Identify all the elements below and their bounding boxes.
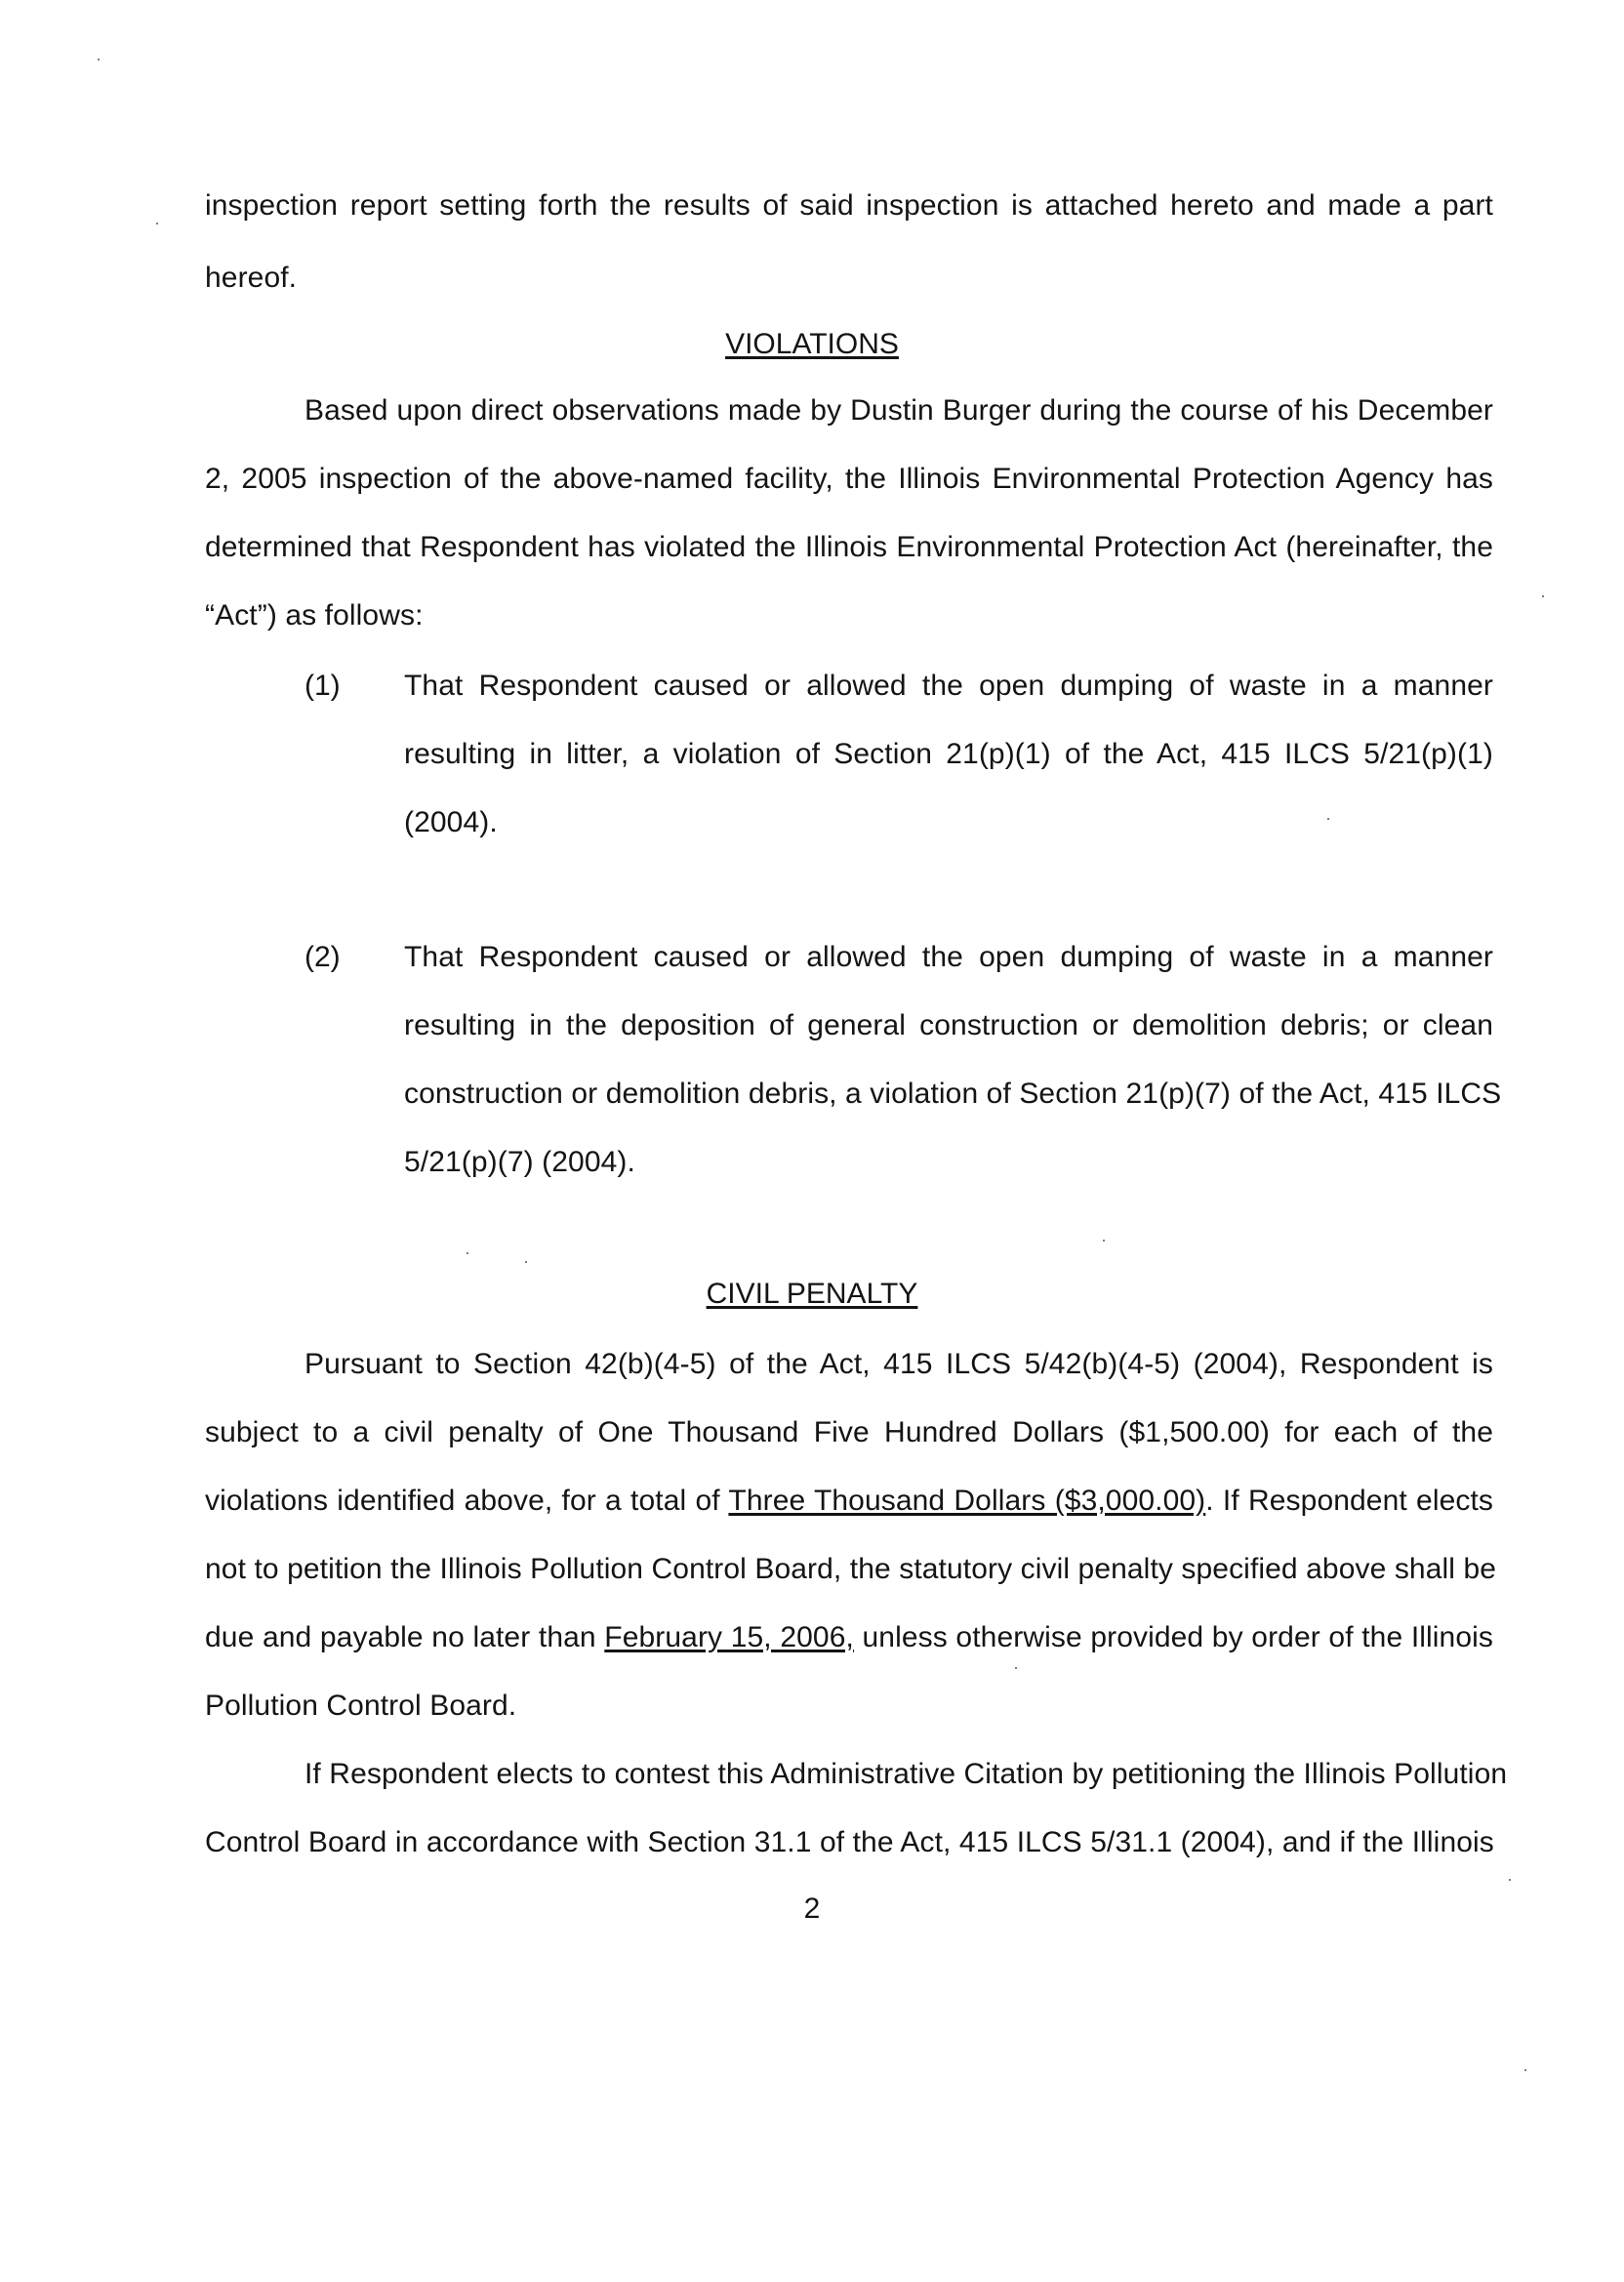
scan-speck [1103,1240,1105,1242]
violation-item-2-line-2: resulting in the deposition of general construction or demolition debris; or clean [404,1009,1493,1041]
payment-due-date: February 15, 2006, [604,1621,854,1653]
violation-item-1-line-3: (2004). [404,806,498,838]
civil-penalty-line-3-post: . If Respondent elects [1205,1485,1493,1517]
scan-speck [1327,818,1329,820]
violations-line-4: “Act”) as follows: [205,599,424,632]
scan-speck [156,223,158,224]
scan-speck [525,1261,527,1263]
civil-penalty-line-4: not to petition the Illinois Pollution Control Board, the statutory civil penalty specified above shall be [205,1553,1497,1585]
scan-speck [1524,2069,1526,2071]
civil-penalty-heading: CIVIL PENALTY [706,1278,918,1310]
civil-penalty-line-1: Pursuant to Section 42(b)(4-5) of the Act, 415 ILCS 5/42(b)(4-5) (2004), Respondent is [304,1348,1493,1380]
violation-item-2-line-4: 5/21(p)(7) (2004). [404,1146,635,1178]
civil-penalty-line-3 [205,1484,1493,1519]
violation-item-1-line-1: That Respondent caused or allowed the open dumping of waste in a manner [404,670,1493,702]
civil-penalty-line-5 [205,1620,1493,1655]
violations-heading: VIOLATIONS [725,328,899,360]
scan-speck [1509,1879,1511,1881]
scan-speck [1542,595,1544,597]
violation-item-2-line-1: That Respondent caused or allowed the open dumping of waste in a manner [404,941,1493,973]
civil-penalty-line-6: Pollution Control Board. [205,1690,517,1722]
page-number: 2 [803,1893,821,1925]
violations-line-1: Based upon direct observations made by Dustin Burger during the course of his December [304,394,1493,427]
contest-line-2: Control Board in accordance with Section 31.1 of the Act, 415 ILCS 5/31.1 (2004), and if the Illinois [205,1826,1494,1858]
scan-speck [1015,1667,1017,1669]
civil-penalty-line-2: subject to a civil penalty of One Thousand Five Hundred Dollars ($1,500.00) for each of the [205,1416,1493,1448]
civil-penalty-line-3-pre: violations identified above, for a total of [205,1485,729,1517]
scan-speck [467,1252,468,1254]
scan-speck [98,59,100,61]
violations-line-3: determined that Respondent has violated the Illinois Environmental Protection Act (hereinafter, the [205,531,1493,563]
contest-line-1: If Respondent elects to contest this Administrative Citation by petitioning the Illinois Pollution [304,1758,1508,1790]
intro-line-2: hereof. [205,262,298,294]
violation-item-2-line-3: construction or demolition debris, a violation of Section 21(p)(7) of the Act, 415 ILCS [404,1078,1502,1110]
intro-line-1: inspection report setting forth the results of said inspection is attached hereto and made a part [205,189,1493,222]
civil-penalty-line-5-pre: due and payable no later than [205,1621,605,1653]
civil-penalty-line-5-post: unless otherwise provided by order of the Illinois [853,1621,1493,1653]
violation-item-2-number: (2) [304,941,341,973]
total-penalty-amount: Three Thousand Dollars ($3,000.00) [728,1485,1206,1517]
violation-item-1-number: (1) [304,670,341,702]
violations-line-2: 2, 2005 inspection of the above-named facility, the Illinois Environmental Protection Agency has [205,463,1493,495]
violation-item-1-line-2: resulting in litter, a violation of Section 21(p)(1) of the Act, 415 ILCS 5/21(p)(1) [404,738,1493,770]
